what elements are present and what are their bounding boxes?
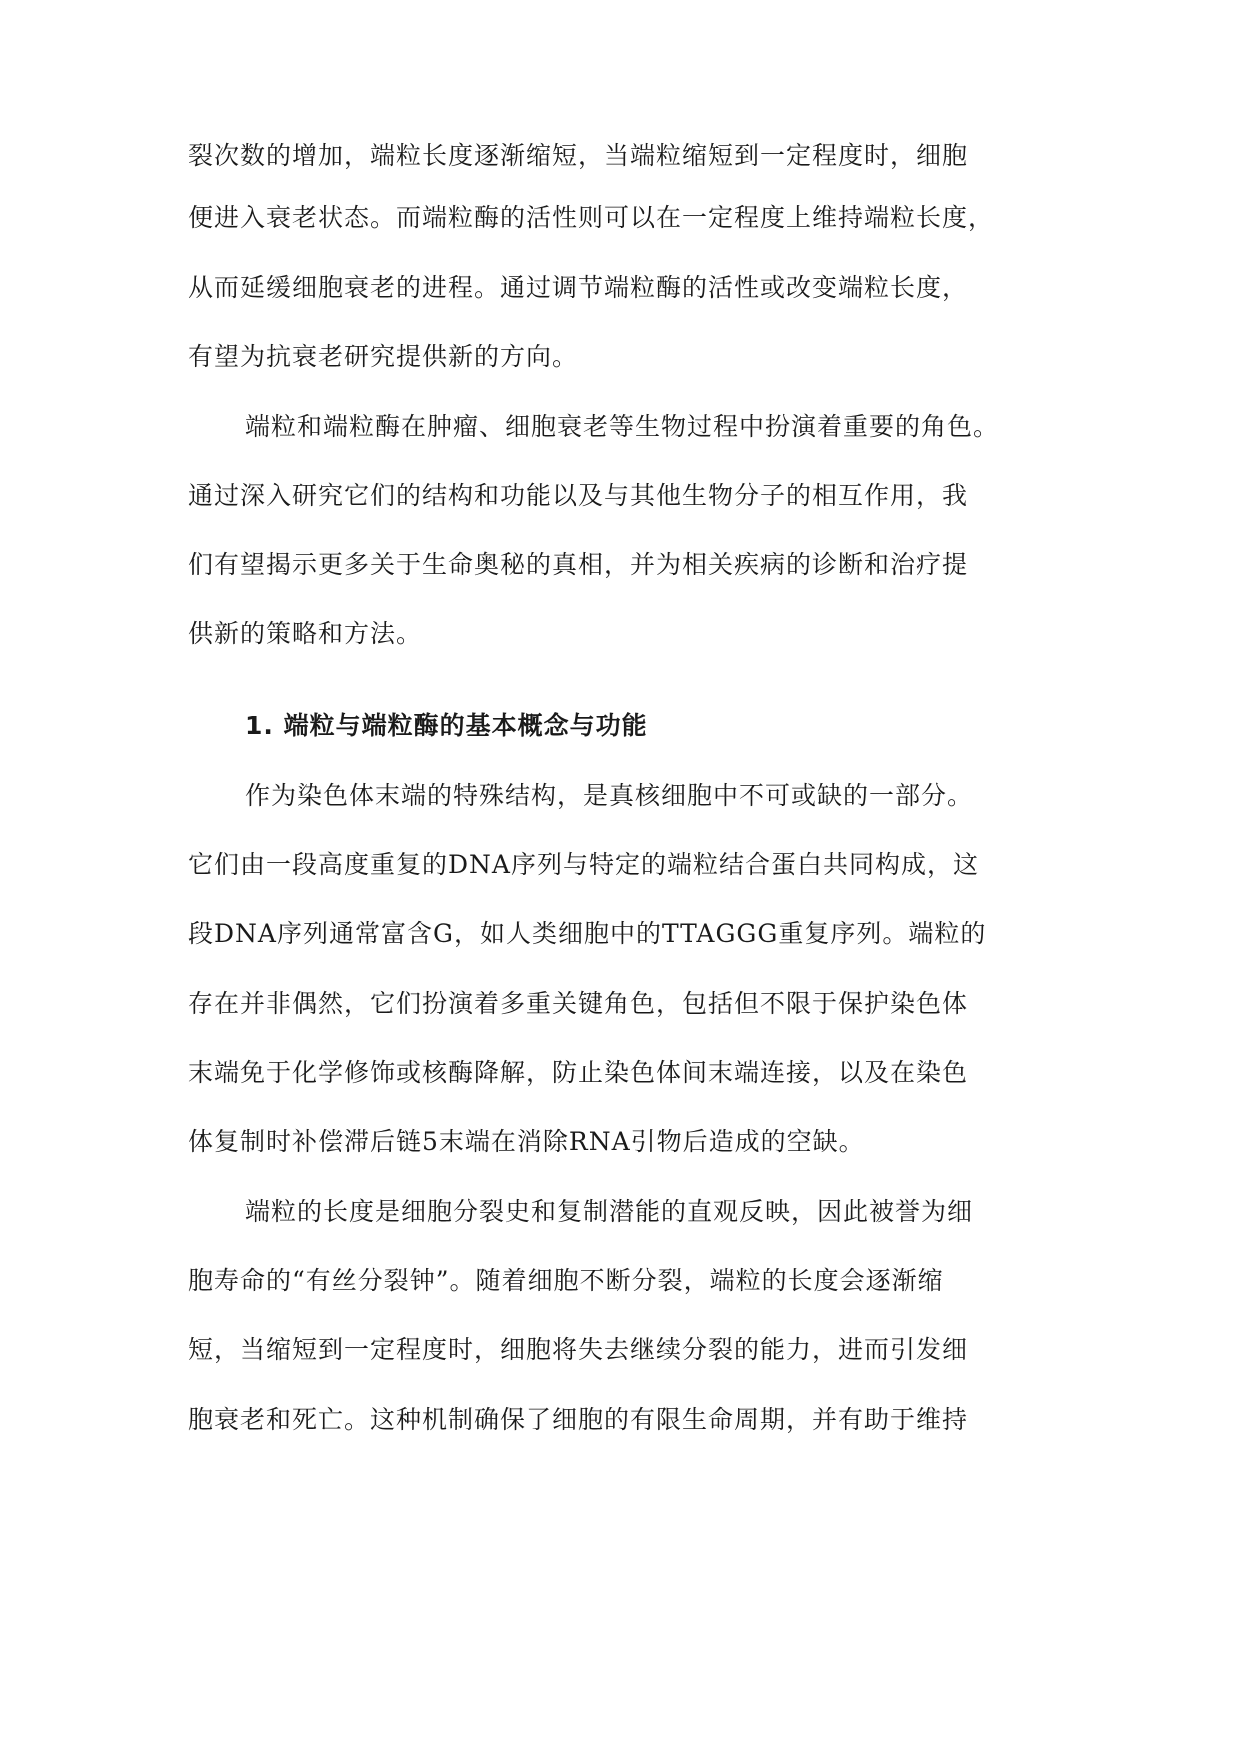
paragraph-line: 端粒的长度是细胞分裂史和复制潜能的直观反映，因此被誉为细 — [245, 1197, 974, 1226]
paragraph-line: 裂次数的增加，端粒长度逐渐缩短，当端粒缩短到一定程度时，细胞 — [188, 141, 969, 170]
paragraph-line: 供新的策略和方法。 — [188, 619, 423, 648]
section-heading: 1. 端粒与端粒酶的基本概念与功能 — [245, 711, 648, 740]
paragraph-line: 存在并非偶然，它们扮演着多重关键角色，包括但不限于保护染色体 — [188, 989, 969, 1018]
paragraph-line: 段DNA序列通常富含G，如人类细胞中的TTAGGG重复序列。端粒的 — [188, 919, 987, 948]
paragraph-line: 胞衰老和死亡。这种机制确保了细胞的有限生命周期，并有助于维持 — [188, 1405, 969, 1434]
paragraph-line: 胞寿命的“有丝分裂钟”。随着细胞不断分裂，端粒的长度会逐渐缩 — [188, 1266, 944, 1295]
paragraph-line: 体复制时补偿滞后链5末端在消除RNA引物后造成的空缺。 — [188, 1127, 865, 1156]
paragraph-line: 短，当缩短到一定程度时，细胞将失去继续分裂的能力，进而引发细 — [188, 1335, 969, 1364]
paragraph-line: 从而延缓细胞衰老的进程。通过调节端粒酶的活性或改变端粒长度， — [188, 273, 969, 302]
paragraph-line: 端粒和端粒酶在肿瘤、细胞衰老等生物过程中扮演着重要的角色。 — [245, 412, 1000, 441]
paragraph-line: 们有望揭示更多关于生命奥秘的真相，并为相关疾病的诊断和治疗提 — [188, 550, 969, 579]
paragraph-line: 末端免于化学修饰或核酶降解，防止染色体间末端连接，以及在染色 — [188, 1058, 969, 1087]
paragraph-line: 它们由一段高度重复的DNA序列与特定的端粒结合蛋白共同构成，这 — [188, 850, 979, 879]
paragraph-line: 有望为抗衰老研究提供新的方向。 — [188, 342, 579, 371]
paragraph-line: 通过深入研究它们的结构和功能以及与其他生物分子的相互作用，我 — [188, 481, 969, 510]
paragraph-line: 作为染色体末端的特殊结构，是真核细胞中不可或缺的一部分。 — [245, 781, 974, 810]
paragraph-line: 便进入衰老状态。而端粒酶的活性则可以在一定程度上维持端粒长度， — [188, 203, 995, 232]
